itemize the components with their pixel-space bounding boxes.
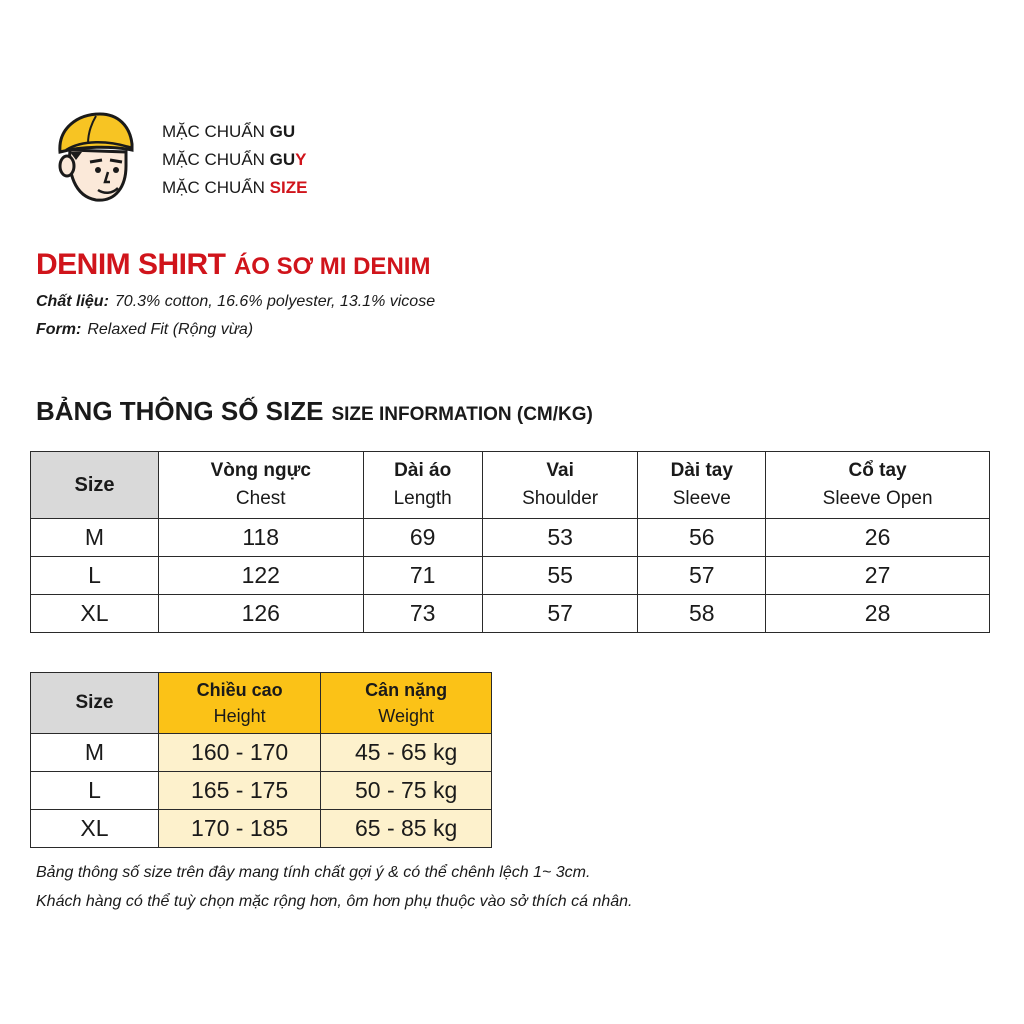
mascot-logo (52, 110, 142, 206)
cell-sleeve-open: 27 (766, 557, 990, 595)
cell-height: 165 - 175 (159, 772, 321, 810)
table-row (31, 557, 990, 595)
cell-shoulder: 57 (482, 595, 638, 633)
header-weight: Cân nặng Weight (321, 673, 492, 734)
cell-shoulder: 55 (482, 557, 638, 595)
cell-size: XL (31, 595, 159, 633)
brand-slogans (162, 118, 307, 202)
cell-weight: 45 - 65 kg (321, 734, 492, 772)
cell-length: 69 (363, 519, 482, 557)
cell-height: 160 - 170 (159, 734, 321, 772)
slogan-line: MẶC CHUẨN GUY (162, 150, 307, 169)
product-title-en: DENIM SHIRT (36, 248, 226, 281)
size-table-title: BẢNG THÔNG SỐ SIZE SIZE INFORMATION (CM/KG) (36, 396, 593, 426)
slogan-line: MẶC CHUẨN SIZE (162, 178, 308, 197)
header-sleeve: Dài tay Sleeve (638, 452, 766, 519)
cell-weight: 65 - 85 kg (321, 810, 492, 848)
header-size: Size (31, 673, 159, 734)
cell-size: L (31, 772, 159, 810)
header-chest: Vòng ngực Chest (159, 452, 364, 519)
fit-note: Khách hàng có thể tuỳ chọn mặc rộng hơn, ôm hơn phụ thuộc vào sở thích cá nhân. (36, 893, 633, 910)
header-length: Dài áo Length (363, 452, 482, 519)
header-shoulder: Vai Shoulder (482, 452, 638, 519)
cell-shoulder: 53 (482, 519, 638, 557)
cell-chest: 122 (159, 557, 364, 595)
cell-length: 71 (363, 557, 482, 595)
product-title-vi: ÁO SƠ MI DENIM (233, 253, 431, 280)
header-sleeve-open: Cổ tay Sleeve Open (766, 452, 990, 519)
cell-sleeve-open: 26 (766, 519, 990, 557)
material-spec: Chất liệu: 70.3% cotton, 16.6% polyester, 13.1% vicose (36, 293, 436, 310)
size-table (30, 451, 990, 633)
cell-height: 170 - 185 (159, 810, 321, 848)
cell-size: XL (31, 810, 159, 848)
table-row (31, 810, 492, 848)
product-title (36, 248, 430, 282)
table-row (31, 734, 492, 772)
cell-size: M (31, 519, 159, 557)
cell-size: M (31, 734, 159, 772)
cell-sleeve: 56 (638, 519, 766, 557)
cell-sleeve: 57 (638, 557, 766, 595)
cell-sleeve: 58 (638, 595, 766, 633)
cell-length: 73 (363, 595, 482, 633)
form-spec: Form: Relaxed Fit (Rộng vừa) (36, 321, 254, 338)
cell-size: L (31, 557, 159, 595)
cell-chest: 118 (159, 519, 364, 557)
table-header-row (31, 452, 990, 519)
table-row (31, 519, 990, 557)
table-row (31, 772, 492, 810)
cell-chest: 126 (159, 595, 364, 633)
table-row (31, 595, 990, 633)
table-header-row (31, 673, 492, 734)
slogan-line: MẶC CHUẨN GU (162, 122, 296, 141)
cell-weight: 50 - 75 kg (321, 772, 492, 810)
header-size: Size (31, 452, 159, 519)
header-height: Chiều cao Height (159, 673, 321, 734)
size-note: Bảng thông số size trên đây mang tính chất gợi ý & có thể chênh lệch 1~ 3cm. (36, 864, 591, 881)
fit-table (30, 672, 492, 848)
cell-sleeve-open: 28 (766, 595, 990, 633)
